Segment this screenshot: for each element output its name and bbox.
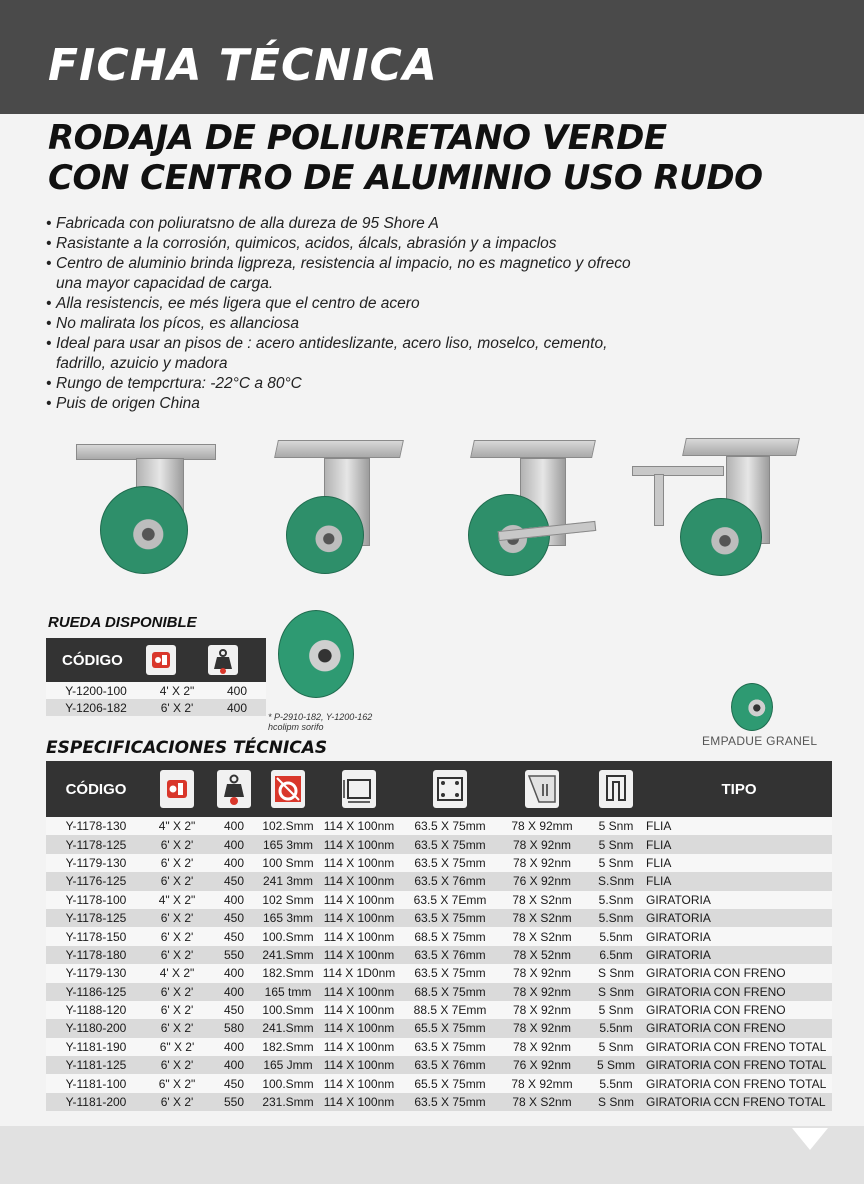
cell-size: 6' X 2' — [146, 946, 208, 964]
replacement-wheel-note — [268, 712, 372, 732]
cell-height: 165 3mm — [260, 909, 316, 927]
cell-spacing: 78 X 92nm — [498, 964, 586, 982]
table-row — [46, 854, 832, 872]
column-header-plate — [316, 761, 402, 817]
product-title — [48, 118, 763, 198]
cell-holes: 63.5 X 75mm — [402, 1093, 498, 1111]
cell-load: 400 — [208, 983, 260, 1001]
cell-plate: 114 X 100nm — [316, 817, 402, 835]
cell-size: 4' X 2" — [146, 682, 208, 699]
features-list — [46, 214, 646, 414]
cell-code: Y-1181-200 — [46, 1093, 146, 1111]
table-row — [46, 964, 832, 982]
cell-code: Y-1178-100 — [46, 891, 146, 909]
cell-code: Y-1188-120 — [46, 1001, 146, 1019]
cell-size: 6' X 2' — [146, 1001, 208, 1019]
cell-offset: 5 Snm — [586, 1038, 646, 1056]
cell-load: 450 — [208, 1001, 260, 1019]
cell-offset: 5.5nm — [586, 927, 646, 945]
offset-icon — [599, 770, 633, 808]
table-row — [46, 927, 832, 945]
table-row — [46, 1074, 832, 1092]
cell-load: 400 — [208, 964, 260, 982]
cell-holes: 63.5 X 76mm — [402, 872, 498, 890]
cell-plate: 114 X 100nm — [316, 1001, 402, 1019]
bolt-spacing-icon — [525, 770, 559, 808]
cell-type: FLIA — [646, 854, 832, 872]
cell-height: 100.Smm — [260, 1074, 316, 1092]
cell-holes: 63.5 X 76mm — [402, 1056, 498, 1074]
cell-spacing: 78 X S2nm — [498, 927, 586, 945]
cell-size: 6' X 2' — [146, 927, 208, 945]
cell-type: GIRATORIA CON FRENO TOTAL — [646, 1074, 832, 1092]
cell-type: FLIA — [646, 872, 832, 890]
cell-load: 400 — [208, 682, 266, 699]
specs-table — [46, 761, 832, 1111]
cell-size: 4" X 2" — [146, 891, 208, 909]
cell-offset: 5.Snm — [586, 891, 646, 909]
cell-spacing: 78 X S2nm — [498, 909, 586, 927]
cell-offset: S Snm — [586, 1093, 646, 1111]
cell-type: GIRATORIA CCN FRENO TOTAL — [646, 1093, 832, 1111]
cell-height: 241.Smm — [260, 1019, 316, 1037]
table-row — [46, 835, 832, 853]
cell-spacing: 78 X 92nm — [498, 983, 586, 1001]
swivel-caster-image — [272, 440, 402, 574]
cell-height: 231.Smm — [260, 1093, 316, 1111]
cell-load: 550 — [208, 946, 260, 964]
swivel-total-brake-caster-image — [632, 438, 800, 574]
table-row — [46, 909, 832, 927]
cell-size: 6' X 2' — [146, 909, 208, 927]
cell-type: GIRATORIA — [646, 946, 832, 964]
cell-plate: 114 X 100nm — [316, 835, 402, 853]
cell-height: 182.Smm — [260, 1038, 316, 1056]
cell-spacing: 78 X 92nm — [498, 1001, 586, 1019]
page-title: FICHA TÉCNICA — [48, 40, 438, 91]
cell-plate: 114 X 100nm — [316, 927, 402, 945]
cell-holes: 88.5 X 7Emm — [402, 1001, 498, 1019]
cell-type: GIRATORIA CON FRENO TOTAL — [646, 1038, 832, 1056]
column-header-offset — [586, 761, 646, 817]
feature-item: • Fabricada con poliuratsno de alla dureza de 95 Shore A — [46, 214, 646, 234]
wheel-available-title: RUEDA DISPONIBLE — [48, 614, 197, 631]
cell-height: 102.Smm — [260, 817, 316, 835]
cell-spacing: 78 X 92mm — [498, 1074, 586, 1092]
table-row — [46, 1093, 832, 1111]
cell-code: Y-1179-130 — [46, 854, 146, 872]
cell-offset: S Snm — [586, 983, 646, 1001]
cell-offset: 5 Smm — [586, 1056, 646, 1074]
column-header-type: TIPO — [646, 761, 832, 817]
cell-size: 6' X 2' — [146, 1019, 208, 1037]
table-row — [46, 983, 832, 1001]
cell-load: 400 — [208, 699, 266, 716]
cell-holes: 63.5 X 75mm — [402, 854, 498, 872]
cell-load: 400 — [208, 854, 260, 872]
column-header-height — [260, 761, 316, 817]
fixed-caster-image — [76, 444, 216, 574]
column-header-code — [46, 638, 146, 682]
cell-plate: 114 X 100nm — [316, 946, 402, 964]
note-line-1: * P-2910-182, Y-1200-162 — [268, 712, 373, 722]
cell-type: FLIA — [646, 817, 832, 835]
wheel-available-table — [46, 638, 266, 716]
cell-type: GIRATORIA — [646, 927, 832, 945]
cell-size: 6' X 2' — [146, 1093, 208, 1111]
cell-code: Y-1206-182 — [46, 699, 146, 716]
cell-load: 400 — [208, 1056, 260, 1074]
swivel-brake-caster-image — [468, 440, 600, 576]
cell-holes: 68.5 X 75mm — [402, 927, 498, 945]
table-row — [46, 1019, 832, 1037]
feature-item: • Rasistante a la corrosión, quimicos, acidos, álcals, abrasión y a impaclos — [46, 234, 646, 254]
cell-offset: 5 Snm — [586, 817, 646, 835]
cell-holes: 68.5 X 75mm — [402, 983, 498, 1001]
cell-size: 6' X 2' — [146, 835, 208, 853]
table-row — [46, 1038, 832, 1056]
cell-holes: 63.5 X 7Emm — [402, 891, 498, 909]
column-header-code-label: CÓDIGO — [62, 651, 123, 669]
cell-plate: 114 X 100nm — [316, 1074, 402, 1092]
cell-plate: 114 X 100nm — [316, 1056, 402, 1074]
cell-offset: S Snm — [586, 964, 646, 982]
cell-load: 400 — [208, 835, 260, 853]
cell-height: 100.Smm — [260, 1001, 316, 1019]
cell-spacing: 78 X S2nm — [498, 1093, 586, 1111]
wheel-size-icon — [160, 770, 194, 808]
cell-spacing: 78 X 92nm — [498, 835, 586, 853]
cell-code: Y-1181-190 — [46, 1038, 146, 1056]
cell-type: GIRATORIA CON FRENO — [646, 1001, 832, 1019]
column-header-load — [208, 638, 266, 682]
column-header-size — [146, 761, 208, 817]
cell-load: 450 — [208, 927, 260, 945]
cell-load: 400 — [208, 891, 260, 909]
cell-load: 580 — [208, 1019, 260, 1037]
cell-size: 6" X 2" — [146, 1074, 208, 1092]
cell-spacing: 76 X 92nm — [498, 1056, 586, 1074]
cell-type: GIRATORIA CON FRENO — [646, 983, 832, 1001]
cell-size: 6' X 2' — [146, 854, 208, 872]
plate-size-icon — [342, 770, 376, 808]
cell-holes: 63.5 X 75mm — [402, 964, 498, 982]
table-row — [46, 872, 832, 890]
cell-code: Y-1186-125 — [46, 983, 146, 1001]
bolt-holes-icon — [433, 770, 467, 808]
column-header-code: CÓDIGO — [46, 761, 146, 817]
cell-plate: 114 X 100nm — [316, 1019, 402, 1037]
cell-size: 6' X 2' — [146, 699, 208, 716]
cell-type: GIRATORIA CON FRENO TOTAL — [646, 1056, 832, 1074]
feature-item: • Rungo de tempcrtura: -22°C a 80°C — [46, 374, 646, 394]
table-row — [46, 682, 266, 699]
cell-spacing: 78 X 52nm — [498, 946, 586, 964]
cell-holes: 65.5 X 75mm — [402, 1074, 498, 1092]
cell-plate: 114 X 100nm — [316, 1038, 402, 1056]
table-row — [46, 946, 832, 964]
cell-height: 165 3mm — [260, 835, 316, 853]
feature-item: • Ideal para usar an pisos de : acero antideslizante, acero liso, moselco, cemento, fadrillo, azuicio y madora — [46, 334, 646, 374]
table-row — [46, 1056, 832, 1074]
cell-size: 6' X 2' — [146, 872, 208, 890]
cell-code: Y-1178-180 — [46, 946, 146, 964]
cell-code: Y-1178-125 — [46, 909, 146, 927]
cell-spacing: 78 X 92nm — [498, 1038, 586, 1056]
product-title-line-2: CON CENTRO DE ALUMINIO USO RUDO — [48, 158, 763, 198]
feature-item: • Alla resistencis, ee més ligera que el centro de acero — [46, 294, 646, 314]
cell-height: 182.Smm — [260, 964, 316, 982]
specs-title: ESPECIFICACIONES TÉCNICAS — [46, 738, 328, 758]
feature-item: • Puis de origen China — [46, 394, 646, 414]
cell-offset: 5 Snm — [586, 854, 646, 872]
bulk-packaging-label: EMPADUE GRANEL — [702, 734, 818, 748]
cell-holes: 63.5 X 75mm — [402, 835, 498, 853]
cell-load: 450 — [208, 1074, 260, 1092]
height-icon — [271, 770, 305, 808]
cell-plate: 114 X 100nm — [316, 872, 402, 890]
cell-height: 165 Jmm — [260, 1056, 316, 1074]
specs-table-body — [46, 817, 832, 1111]
feature-item: • No malirata los pícos, es allanciosa — [46, 314, 646, 334]
cell-spacing: 78 X 92mm — [498, 817, 586, 835]
cell-code: Y-1181-100 — [46, 1074, 146, 1092]
column-header-size — [146, 638, 208, 682]
cell-offset: 5.5nm — [586, 1074, 646, 1092]
cell-type: GIRATORIA — [646, 891, 832, 909]
cell-holes: 63.5 X 75mm — [402, 817, 498, 835]
cell-height: 100.Smm — [260, 927, 316, 945]
load-weight-icon — [208, 645, 238, 675]
table-row — [46, 1001, 832, 1019]
table-header-row — [46, 638, 266, 682]
cell-height: 102 Smm — [260, 891, 316, 909]
cell-holes: 63.5 X 76mm — [402, 946, 498, 964]
cell-load: 550 — [208, 1093, 260, 1111]
replacement-wheel-image — [278, 610, 354, 698]
cell-plate: 114 X 100nm — [316, 1093, 402, 1111]
cell-spacing: 78 X 92nm — [498, 1019, 586, 1037]
cell-code: Y-1180-200 — [46, 1019, 146, 1037]
cell-code: Y-1178-125 — [46, 835, 146, 853]
cell-spacing: 78 X S2nm — [498, 891, 586, 909]
cell-code: Y-1181-125 — [46, 1056, 146, 1074]
bulk-wheel-image — [731, 683, 773, 731]
cell-size: 6' X 2' — [146, 983, 208, 1001]
cell-type: GIRATORIA CON FRENO — [646, 1019, 832, 1037]
cell-spacing: 76 X 92nm — [498, 872, 586, 890]
cell-size: 4" X 2" — [146, 817, 208, 835]
cell-code: Y-1178-130 — [46, 817, 146, 835]
load-weight-icon — [217, 770, 251, 808]
cell-offset: 5 Snm — [586, 835, 646, 853]
cell-size: 4' X 2" — [146, 964, 208, 982]
cell-plate: 114 X 100nm — [316, 983, 402, 1001]
cell-height: 241 3mm — [260, 872, 316, 890]
cell-plate: 114 X 100nm — [316, 909, 402, 927]
cell-plate: 114 X 100nm — [316, 891, 402, 909]
cell-type: GIRATORIA — [646, 909, 832, 927]
cell-offset: 5 Snm — [586, 1001, 646, 1019]
footer-band — [0, 1126, 864, 1184]
cell-plate: 114 X 100nm — [316, 854, 402, 872]
feature-item: • Centro de aluminio brinda ligpreza, resistencia al impacio, no es magnetico y ofreco una mayor capacidad de carga. — [46, 254, 646, 294]
cell-holes: 63.5 X 75mm — [402, 909, 498, 927]
cell-code: Y-1200-100 — [46, 682, 146, 699]
cell-type: FLIA — [646, 835, 832, 853]
cell-height: 100 Smm — [260, 854, 316, 872]
cell-spacing: 78 X 92nm — [498, 854, 586, 872]
product-title-line-1: RODAJA DE POLIURETANO VERDE — [48, 118, 667, 158]
cell-load: 450 — [208, 909, 260, 927]
cell-code: Y-1176-125 — [46, 872, 146, 890]
table-header-row — [46, 761, 832, 817]
column-header-holes — [402, 761, 498, 817]
cell-type: GIRATORIA CON FRENO — [646, 964, 832, 982]
cell-offset: 5.Snm — [586, 909, 646, 927]
cell-height: 241.Smm — [260, 946, 316, 964]
cell-load: 450 — [208, 872, 260, 890]
cell-load: 400 — [208, 817, 260, 835]
cell-offset: 5.5nm — [586, 1019, 646, 1037]
column-header-spacing — [498, 761, 586, 817]
cell-holes: 63.5 X 75mm — [402, 1038, 498, 1056]
table-row — [46, 891, 832, 909]
cell-holes: 65.5 X 75mm — [402, 1019, 498, 1037]
table-row — [46, 817, 832, 835]
column-header-load — [208, 761, 260, 817]
cell-height: 165 tmm — [260, 983, 316, 1001]
note-line-2: hcolipm sorifo — [268, 722, 324, 732]
cell-plate: 114 X 1D0nm — [316, 964, 402, 982]
wheel-size-icon — [146, 645, 176, 675]
cell-load: 400 — [208, 1038, 260, 1056]
footer-arrow-icon — [792, 1128, 828, 1150]
table-row — [46, 699, 266, 716]
cell-size: 6' X 2' — [146, 1056, 208, 1074]
cell-code: Y-1178-150 — [46, 927, 146, 945]
cell-offset: 6.5nm — [586, 946, 646, 964]
cell-offset: S.Snm — [586, 872, 646, 890]
cell-size: 6" X 2' — [146, 1038, 208, 1056]
cell-code: Y-1179-130 — [46, 964, 146, 982]
